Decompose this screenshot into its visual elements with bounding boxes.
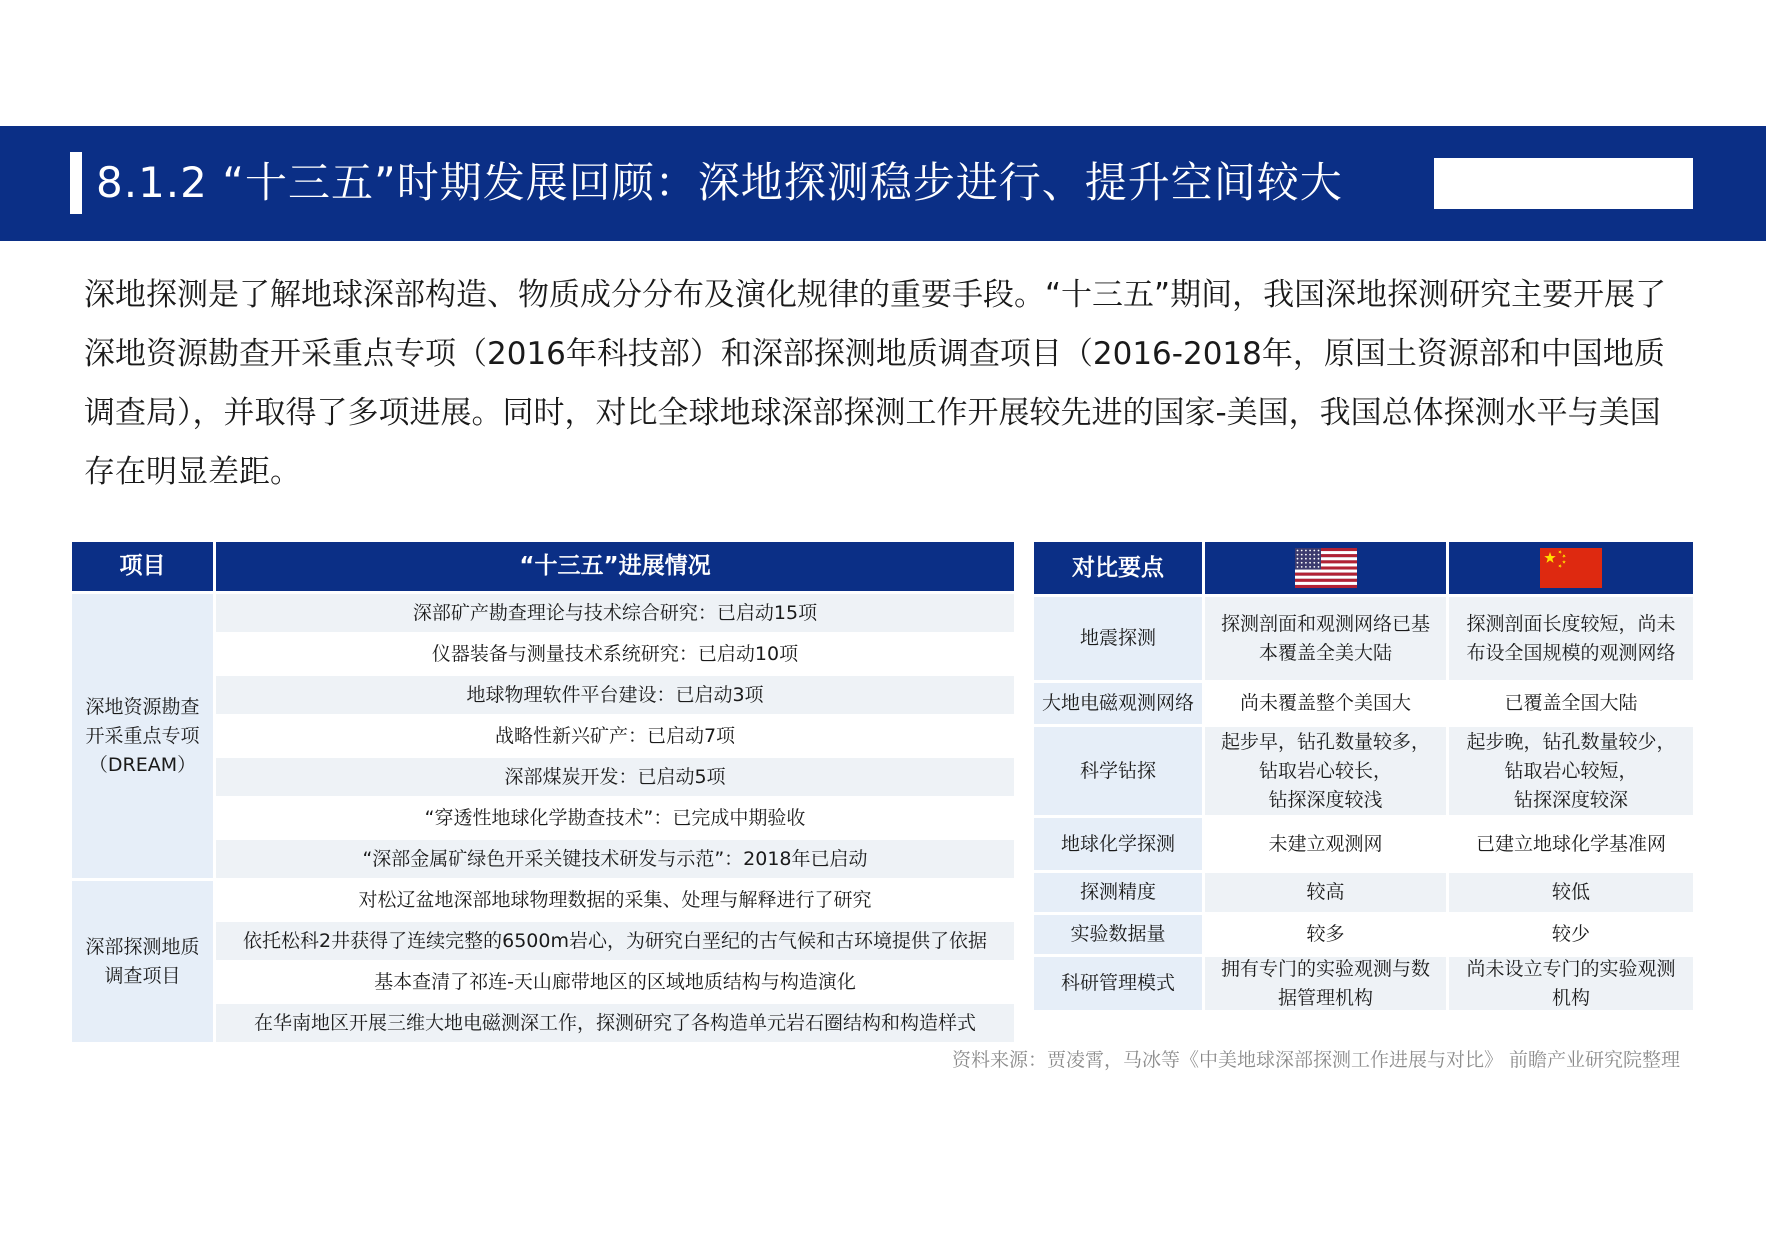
compare-cn-cell	[1449, 957, 1693, 1010]
compare-cn-cell	[1449, 683, 1693, 724]
compare-point-cell-text: 大地电磁观测网络	[1041, 692, 1194, 714]
compare-point-cell	[1034, 957, 1202, 1010]
header-us	[1205, 542, 1446, 594]
compare-point-cell	[1034, 915, 1202, 954]
header-project-text: 项目	[119, 553, 166, 579]
compare-cn-cell-text: 已覆盖全国大陆	[1504, 692, 1638, 714]
compare-us-cell	[1205, 727, 1446, 815]
header-compare-point-text: 对比要点	[1072, 554, 1164, 581]
header-cn	[1449, 542, 1693, 594]
compare-us-cell-text: 未建立观测网	[1268, 832, 1383, 855]
compare-cn-cell-text: 起步晚，钻孔数量较少， 钻取岩心较短， 钻探深度较深	[1466, 730, 1676, 811]
header-progress	[216, 542, 1014, 591]
progress-row-text: 战略性新兴矿产：已启动7项	[494, 724, 736, 747]
compare-point-cell	[1034, 727, 1202, 815]
compare-cn-cell	[1449, 873, 1693, 912]
us-flag-icon	[1295, 548, 1357, 588]
title-blank-box	[1434, 158, 1693, 209]
compare-us-cell-text: 起步早，钻孔数量较多， 钻取岩心较长， 钻探深度较浅	[1220, 730, 1430, 811]
progress-row	[216, 840, 1014, 878]
compare-point-cell-text: 科学钻探	[1079, 759, 1156, 782]
compare-us-cell	[1205, 915, 1446, 954]
compare-point-cell	[1034, 683, 1202, 724]
compare-us-cell-text: 尚未覆盖整个美国大	[1239, 692, 1411, 714]
compare-point-cell	[1034, 818, 1202, 870]
compare-us-cell	[1205, 683, 1446, 724]
progress-row	[216, 758, 1014, 796]
progress-row-text: 基本查清了祁连-天山廊带地区的区域地质结构与构造演化	[374, 970, 856, 993]
compare-us-cell	[1205, 873, 1446, 912]
category-cell	[72, 594, 213, 878]
category-cell-text: 深部探测地质 调查项目	[85, 935, 200, 987]
compare-point-cell	[1034, 597, 1202, 680]
title-accent-bar	[70, 152, 82, 214]
compare-point-cell-text: 地球化学探测	[1060, 832, 1175, 855]
compare-us-cell	[1205, 597, 1446, 680]
compare-us-cell	[1205, 957, 1446, 1010]
progress-row-text: 在华南地区开展三维大地电磁测深工作，探测研究了各构造单元岩石圈结构和构造样式	[253, 1011, 976, 1034]
compare-cn-cell	[1449, 818, 1693, 870]
progress-row-text: “深部金属矿绿色开采关键技术研发与示范”：2018年已启动	[362, 847, 868, 870]
compare-us-cell	[1205, 818, 1446, 870]
compare-point-cell-text: 探测精度	[1079, 881, 1156, 903]
page-title: 8.1.2 “十三五”时期发展回顾：深地探测稳步进行、提升空间较大	[96, 158, 1343, 207]
header-project	[72, 542, 213, 591]
progress-row	[216, 963, 1014, 1001]
progress-row-text: 地球物理软件平台建设：已启动3项	[466, 683, 764, 706]
category-cell-text: 深地资源勘查 开采重点专项 （DREAM）	[85, 695, 200, 776]
compare-point-cell-text: 实验数据量	[1070, 923, 1166, 945]
progress-row-text: 深部矿产勘查理论与技术综合研究：已启动15项	[412, 601, 818, 624]
header-compare-point	[1034, 542, 1202, 594]
compare-us-cell-text: 拥有专门的实验观测与数据管理机构	[1220, 957, 1430, 1009]
compare-cn-cell-text: 尚未设立专门的实验观测机构	[1466, 957, 1676, 1009]
compare-point-cell-text: 科研管理模式	[1060, 972, 1175, 994]
compare-us-cell-text: 较高	[1306, 881, 1345, 903]
progress-row-text: “穿透性地球化学勘查技术”：已完成中期验收	[424, 806, 806, 829]
progress-row-text: 对松辽盆地深部地球物理数据的采集、处理与解释进行了研究	[358, 888, 872, 911]
compare-point-cell	[1034, 873, 1202, 912]
header-progress-text: “十三五”进展情况	[519, 553, 711, 579]
compare-cn-cell	[1449, 727, 1693, 815]
progress-row	[216, 1004, 1014, 1042]
progress-row-text: 仪器装备与测量技术系统研究：已启动10项	[431, 642, 799, 665]
compare-cn-cell-text: 探测剖面长度较短，尚未布设全国规模的观测网络	[1466, 612, 1676, 664]
compare-cn-cell	[1449, 597, 1693, 680]
compare-point-cell-text: 地震探测	[1079, 627, 1156, 649]
progress-row	[216, 799, 1014, 837]
compare-us-cell-text: 探测剖面和观测网络已基本覆盖全美大陆	[1220, 612, 1430, 664]
compare-cn-cell-text: 较低	[1551, 881, 1590, 903]
cn-flag-icon	[1540, 548, 1602, 588]
progress-row	[216, 717, 1014, 755]
compare-cn-cell-text: 较少	[1551, 923, 1590, 945]
progress-row	[216, 922, 1014, 960]
compare-us-cell-text: 较多	[1306, 923, 1345, 945]
category-cell	[72, 881, 213, 1042]
progress-row-text: 依托松科2井获得了连续完整的6500m岩心，为研究白垩纪的古气候和古环境提供了依据	[243, 929, 987, 952]
progress-row	[216, 594, 1014, 632]
compare-cn-cell-text: 已建立地球化学基准网	[1475, 832, 1666, 855]
compare-cn-cell	[1449, 915, 1693, 954]
progress-row	[216, 635, 1014, 673]
source-note: 资料来源：贾凌霄，马冰等《中美地球深部探测工作进展与对比》 前瞻产业研究院整理	[951, 1049, 1680, 1071]
progress-row	[216, 881, 1014, 919]
intro-paragraph: 深地探测是了解地球深部构造、物质成分分布及演化规律的重要手段。“十三五”期间，我国深地探测研究主要开展了深地资源勘查开采重点专项（2016年科技部）和深部探测地质调查项目（2016-2018年，原国土资源部和中国地质调查局），并取得了多项进展。同时，对比全球地球深部探测工作开展较先进的国家-美国，我国总体探测水平与美国存在明显差距。	[84, 277, 1667, 490]
progress-row	[216, 676, 1014, 714]
progress-row-text: 深部煤炭开发：已启动5项	[504, 765, 726, 788]
